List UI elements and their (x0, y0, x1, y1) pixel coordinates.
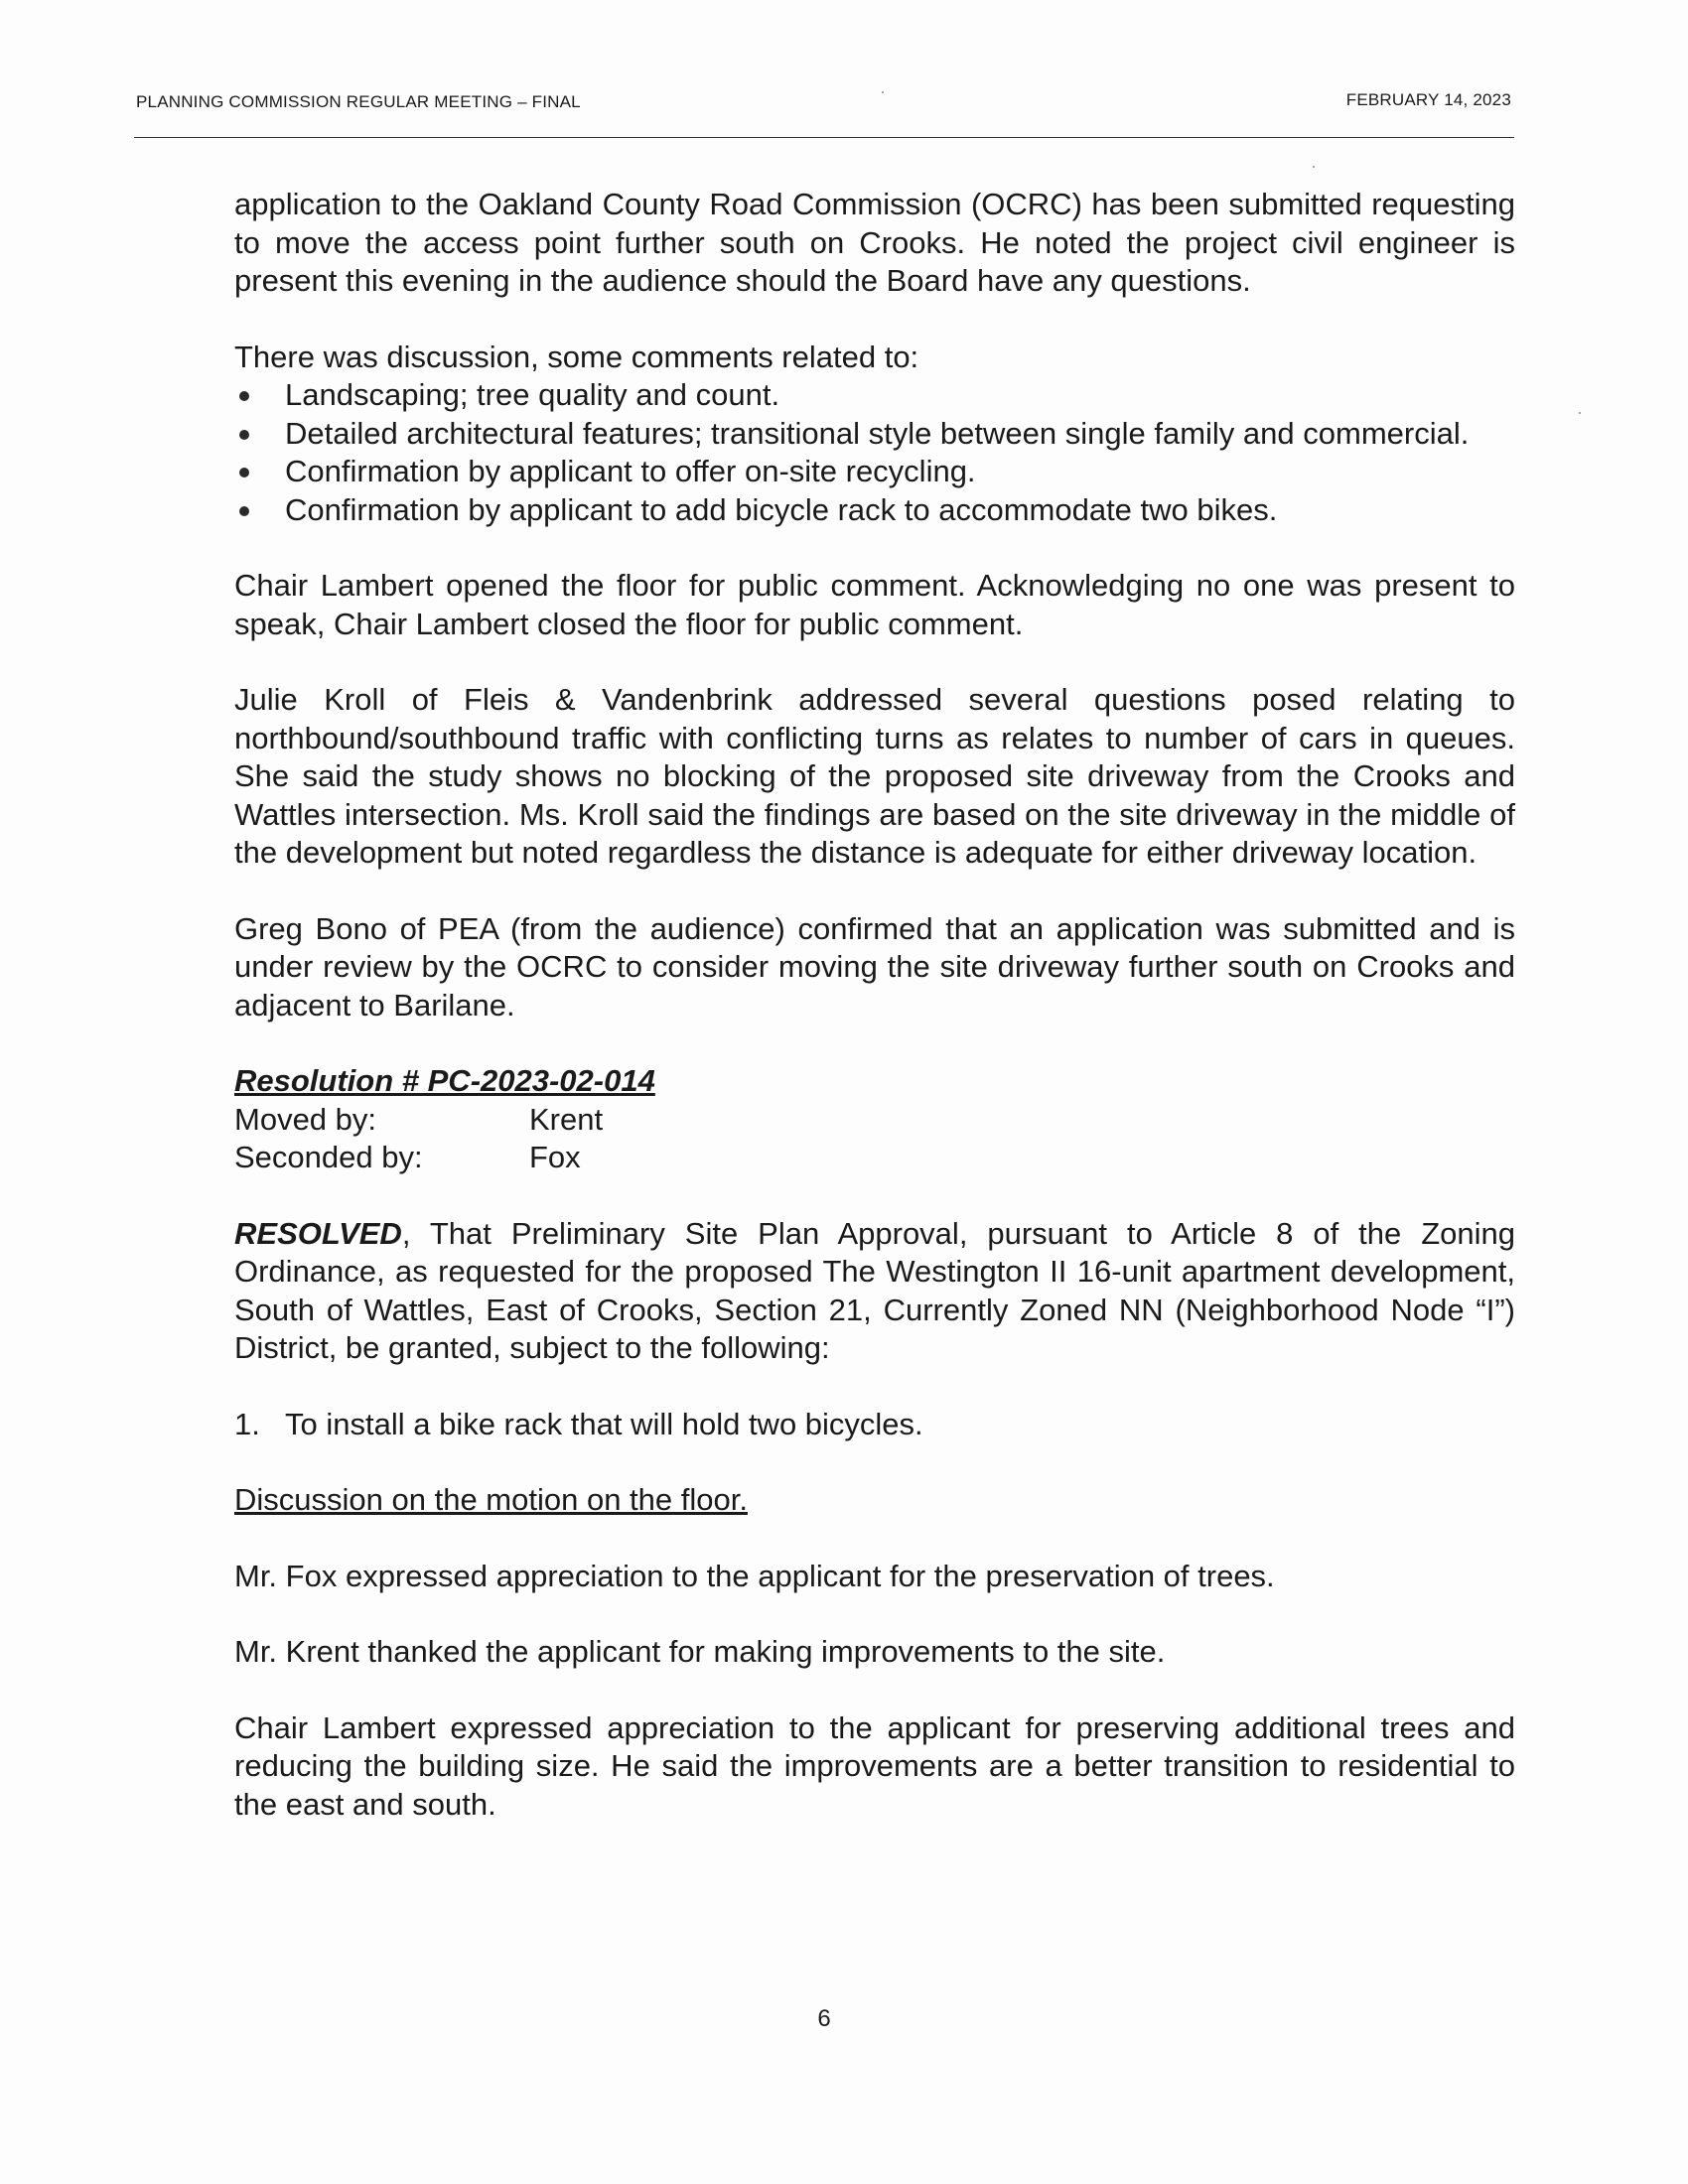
resolved-keyword: RESOLVED (234, 1215, 402, 1251)
moved-by-value: Krent (529, 1101, 604, 1137)
resolution-block (234, 1062, 1515, 1177)
paragraph-discussion-intro: There was discussion, some comments related to: (234, 339, 919, 374)
paragraph-krent-comment: Mr. Krent thanked the applicant for making improvements to the site. (234, 1634, 1166, 1669)
condition-number: 1. (234, 1406, 260, 1441)
scan-speck (1313, 166, 1315, 168)
bullet-item (234, 453, 1515, 491)
bullet-text: Confirmation by applicant to add bicycle rack to accommodate two bikes. (285, 491, 1278, 527)
bullet-dot-icon (239, 430, 249, 440)
bullet-dot-icon (239, 391, 249, 401)
resolved-text: , That Preliminary Site Plan Approval, pursuant to Article 8 of the Zoning Ordinance, as requested for the proposed The Westington II 16-unit apartment development, South of Wattles, East of Crooks, Section 21, Currently Zoned NN (Neighborhood Node “I”) District, be granted, subject to the following: (234, 1215, 1515, 1365)
page-number: 6 (817, 2005, 831, 2032)
bullet-item (234, 491, 1515, 530)
seconded-by-value: Fox (529, 1140, 581, 1174)
resolved-paragraph (234, 1215, 1515, 1368)
bullet-dot-icon (239, 506, 249, 516)
header-divider (134, 137, 1514, 138)
header-date: FEBRUARY 14, 2023 (1345, 90, 1511, 109)
discussion-bullet-list (234, 376, 1515, 529)
discussion-heading (234, 1481, 1515, 1520)
paragraph-lambert-comment: Chair Lambert expressed appreciation to the applicant for preserving additional trees and reducing the building size. He said the improvements are a better transition to residential to the east and south. (234, 1709, 1515, 1822)
paragraph-fox-comment: Mr. Fox expressed appreciation to the applicant for the preservation of trees. (234, 1558, 1275, 1593)
moved-by-row (234, 1101, 1515, 1140)
discussion-heading-text: Discussion on the motion on the floor. (234, 1482, 748, 1517)
scan-speck (882, 91, 884, 93)
seconded-by-label: Seconded by: (234, 1140, 423, 1174)
bullet-text: Detailed architectural features; transitional style between single family and commercial. (285, 415, 1470, 451)
resolution-title: Resolution # PC-2023-02-014 (234, 1063, 655, 1098)
paragraph-kroll-traffic: Julie Kroll of Fleis & Vandenbrink addressed several questions posed relating to northbound/southbound traffic with conflicting turns as relates to number of cars in queues. She said the study shows no blocking of the proposed site driveway from the Crooks and Wattles intersection. Ms. Kroll said the findings are based on the site driveway in the middle of the development but noted regardless the distance is adequate for either driveway location. (234, 682, 1515, 870)
bullet-dot-icon (239, 468, 249, 478)
condition-item (234, 1406, 1515, 1444)
paragraph-public-comment: Chair Lambert opened the floor for public comment. Acknowledging no one was present to speak, Chair Lambert closed the floor for public comment. (234, 568, 1515, 641)
bullet-item (234, 415, 1515, 454)
seconded-by-row (234, 1139, 1515, 1177)
bullet-text: Confirmation by applicant to offer on-site recycling. (285, 454, 976, 488)
paragraph-ocrc-application: application to the Oakland County Road Commission (OCRC) has been submitted requesting to move the access point further south on Crooks. He noted the project civil engineer is present this evening in the audience should the Board have any questions. (234, 187, 1515, 298)
condition-text: To install a bike rack that will hold two bicycles. (285, 1406, 923, 1441)
bullet-item (234, 376, 1515, 415)
paragraph-bono-application: Greg Bono of PEA (from the audience) confirmed that an application was submitted and is under review by the OCRC to consider moving the site driveway further south on Crooks and adjacent to Barilane. (234, 910, 1515, 1023)
scan-speck (1579, 412, 1581, 414)
moved-by-label: Moved by: (234, 1101, 377, 1137)
bullet-text: Landscaping; tree quality and count. (285, 377, 780, 412)
header-meeting-title: PLANNING COMMISSION REGULAR MEETING – FINAL (136, 92, 581, 111)
document-body (234, 186, 1515, 1861)
